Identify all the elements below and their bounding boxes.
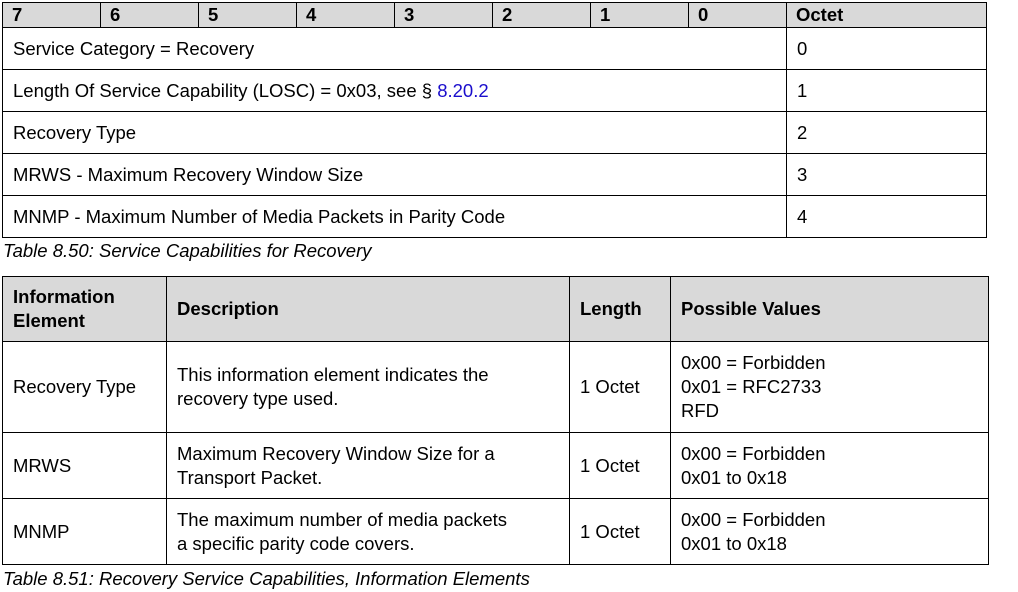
field-cell: MNMP - Maximum Number of Media Packets in Parity Code xyxy=(3,196,787,238)
value-line: 0x01 to 0x18 xyxy=(681,532,787,554)
description-line: The maximum number of media packets xyxy=(177,508,508,530)
table-row xyxy=(3,433,989,499)
bit-header-cell: 7 xyxy=(3,3,101,28)
column-header-line: Information xyxy=(13,286,115,307)
description-line: recovery type used. xyxy=(177,388,339,409)
value-line: 0x00 = Forbidden xyxy=(681,442,826,464)
octet-header-cell: Octet xyxy=(787,3,987,28)
description-cell xyxy=(167,342,570,433)
column-header-description: Description xyxy=(167,277,570,342)
service-capabilities-table xyxy=(2,2,987,238)
column-header-element xyxy=(3,277,167,342)
field-cell xyxy=(3,70,787,112)
description-cell xyxy=(167,499,570,565)
bit-header-cell: 6 xyxy=(101,3,199,28)
bit-header-cell: 2 xyxy=(493,3,591,28)
element-cell: MRWS xyxy=(3,433,167,499)
information-elements-table xyxy=(2,276,989,565)
bit-header-row xyxy=(3,3,987,28)
values-cell xyxy=(671,433,989,499)
table-row xyxy=(3,70,987,112)
value-line: RFD xyxy=(681,400,720,421)
field-cell: Recovery Type xyxy=(3,112,787,154)
description-line: a specific parity code covers. xyxy=(177,532,415,554)
description-line: Transport Packet. xyxy=(177,466,323,488)
octet-cell: 2 xyxy=(787,112,987,154)
bit-header-cell: 5 xyxy=(199,3,297,28)
element-cell: MNMP xyxy=(3,499,167,565)
description-line: This information element indicates the xyxy=(177,364,489,385)
value-line: 0x00 = Forbidden xyxy=(681,508,826,530)
column-header-values: Possible Values xyxy=(671,277,989,342)
header-row xyxy=(3,277,989,342)
octet-cell: 3 xyxy=(787,154,987,196)
field-text: Length Of Service Capability (LOSC) = 0x03, see § xyxy=(13,79,438,101)
values-cell xyxy=(671,499,989,565)
table-row xyxy=(3,342,989,433)
table-row xyxy=(3,154,987,196)
table-row xyxy=(3,499,989,565)
bit-header-cell: 0 xyxy=(689,3,787,28)
value-line: 0x01 to 0x18 xyxy=(681,466,787,488)
length-cell: 1 Octet xyxy=(570,342,671,433)
octet-cell: 0 xyxy=(787,28,987,70)
bit-header-cell: 1 xyxy=(591,3,689,28)
bit-header-cell: 4 xyxy=(297,3,395,28)
length-cell: 1 Octet xyxy=(570,433,671,499)
field-cell: Service Category = Recovery xyxy=(3,28,787,70)
table-row xyxy=(3,196,987,238)
description-line: Maximum Recovery Window Size for a xyxy=(177,442,495,464)
value-line: 0x00 = Forbidden xyxy=(681,352,826,373)
octet-cell: 4 xyxy=(787,196,987,238)
values-cell xyxy=(671,342,989,433)
value-line: 0x01 = RFC2733 xyxy=(681,376,822,397)
column-header-line: Element xyxy=(13,310,85,331)
table-caption: Table 8.51: Recovery Service Capabilities, Information Elements xyxy=(3,568,530,589)
field-cell: MRWS - Maximum Recovery Window Size xyxy=(3,154,787,196)
table-row xyxy=(3,112,987,154)
bit-header-cell: 3 xyxy=(395,3,493,28)
section-link[interactable]: 8.20.2 xyxy=(437,79,489,101)
length-cell: 1 Octet xyxy=(570,499,671,565)
element-cell: Recovery Type xyxy=(3,342,167,433)
column-header-length: Length xyxy=(570,277,671,342)
description-cell xyxy=(167,433,570,499)
octet-cell: 1 xyxy=(787,70,987,112)
table-row xyxy=(3,28,987,70)
table-caption: Table 8.50: Service Capabilities for Recovery xyxy=(3,240,372,261)
